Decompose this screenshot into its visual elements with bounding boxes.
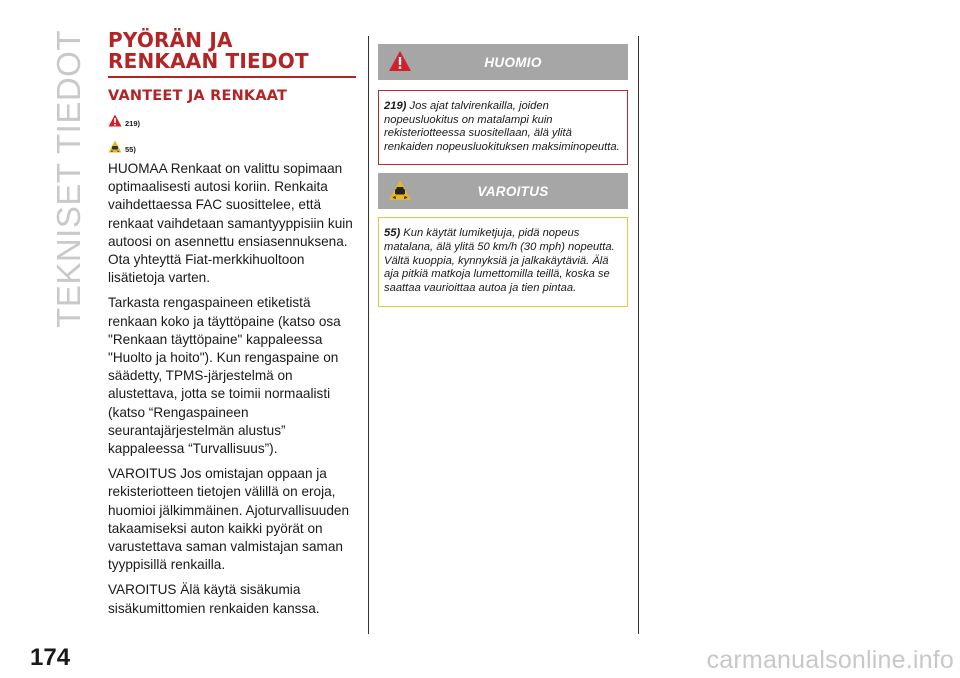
caution-notice-header: [378, 173, 628, 209]
left-column: [108, 30, 358, 618]
caution-notice-title: VAROITUS: [477, 183, 549, 199]
page-number: 174: [30, 644, 71, 671]
paragraph-4: VAROITUS Älä käytä sisäkumia sisäkumittomien renkaiden kanssa.: [108, 582, 320, 616]
caution-notice: [378, 173, 628, 307]
side-chapter-title-text: TEKNISET TIEDOT: [50, 30, 87, 328]
danger-notice-ref: 219): [384, 100, 407, 112]
paragraph-3: VAROITUS Jos omistajan oppaan ja rekisteriotteen tietojen välillä on eroja, huomioi jälkimmäinen. Ajoturvallisuuden takaamiseksi auton kaikki pyörät on varustettava saman valmistajan saman tyyppisillä renkailla.: [108, 466, 350, 573]
danger-notice-body: [378, 90, 628, 165]
danger-notice-title: HUOMIO: [484, 54, 542, 70]
section-title: VANTEET JA RENKAAT: [108, 88, 288, 104]
caution-notice-icon-wrap: [388, 179, 412, 206]
danger-triangle-icon: [108, 114, 122, 127]
danger-notice-text: Jos ajat talvirenkailla, joiden nopeusluokitus on matalampi kuin rekisteriotteessa suositellaan, älä ylitä renkaiden nopeusluokituksen maksiminopeutta.: [384, 100, 620, 153]
column-divider-2: [638, 36, 639, 634]
caution-car-skid-icon: [388, 179, 412, 201]
caution-notice-body: [378, 217, 628, 307]
column-divider-1: [368, 36, 369, 634]
page-title-line2: RENKAAN TIEDOT: [108, 49, 309, 73]
danger-reference-label: 219): [125, 118, 141, 128]
side-chapter-title: [48, 30, 90, 328]
body-text: [108, 160, 358, 618]
paragraph-1: HUOMAA Renkaat on valittu sopimaan optimaalisesti autosi koriin. Renkaita vaihdettaessa FAC suosittelee, että renkaat vaihdetaan samantyyppisiin kuin autoosi on asennettu ensiasennuksena. Ota yhteyttä Fiat-merkkihuoltoon lisätietoja varten.: [108, 161, 353, 286]
page-title: [108, 30, 356, 78]
caution-notice-text: Kun käytät lumiketjuja, pidä nopeus matalana, älä ylitä 50 km/h (30 mph) nopeutta. Vältä kuoppia, kynnyksiä ja jalkakäytäviä. Älä aja pitkiä matkoja lumettomilla teillä, koska se saattaa vaurioittaa autoa ja tien pintaa.: [384, 227, 615, 294]
page-title-line1: PYÖRÄN JA: [108, 28, 233, 52]
caution-notice-ref: 55): [384, 227, 401, 240]
danger-reference[interactable]: [108, 112, 358, 128]
danger-notice-header: [378, 44, 628, 80]
watermark: carmanualsonline.info: [706, 646, 954, 674]
caution-reference[interactable]: [108, 138, 358, 154]
danger-triangle-icon: [388, 50, 412, 72]
caution-reference-label: 55): [125, 144, 136, 154]
caution-car-skid-icon: [108, 140, 122, 153]
paragraph-2: Tarkasta rengaspaineen etiketistä renkaan koko ja täyttöpaine (katso osa "Renkaan täyttöpaine" kappaleessa "Huolto ja hoito"). Kun rengaspaine on säädetty, TPMS-järjestelmä on alustettava, jotta se toimii normaalisti (katso “Rengaspaineen seurantajärjestelmän alustus” kappaleessa “Turvallisuus”).: [108, 295, 341, 457]
danger-notice-icon-wrap: [388, 50, 412, 77]
danger-notice: [378, 44, 628, 165]
right-column: [378, 44, 628, 307]
